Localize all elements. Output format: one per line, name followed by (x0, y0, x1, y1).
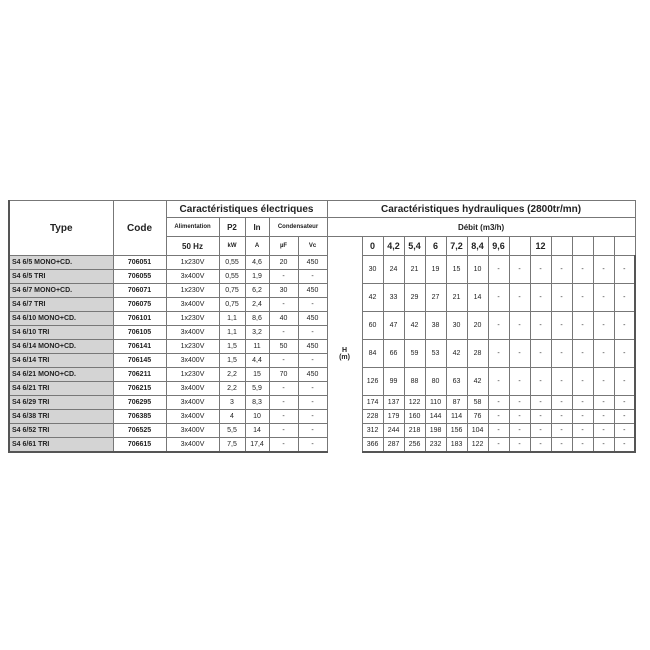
p2-cell: 0,55 (219, 270, 245, 284)
head-value-cell: - (572, 396, 593, 410)
p2-cell: 1,1 (219, 326, 245, 340)
in-cell: 10 (245, 410, 269, 424)
head-value-cell: - (530, 396, 551, 410)
head-value-cell: - (530, 312, 551, 340)
head-value-cell: 53 (425, 340, 446, 368)
vc-cell: 450 (298, 312, 327, 326)
vc-cell: - (298, 410, 327, 424)
head-value-cell: 144 (425, 410, 446, 424)
head-label (327, 256, 362, 453)
code-cell: 706615 (113, 438, 166, 453)
type-cell: S4 6/10 TRI (9, 326, 113, 340)
alim-cell: 3x400V (166, 396, 219, 410)
head-value-cell: 126 (362, 368, 383, 396)
head-value-cell: 232 (425, 438, 446, 453)
head-value-cell: 58 (467, 396, 488, 410)
type-cell: S4 6/7 TRI (9, 298, 113, 312)
p2-cell: 4 (219, 410, 245, 424)
flow-header (572, 237, 593, 256)
code-cell: 706141 (113, 340, 166, 354)
head-value-cell: - (572, 284, 593, 312)
head-value-cell: 87 (446, 396, 467, 410)
table-row (9, 284, 635, 298)
head-value-cell: - (509, 284, 530, 312)
head-value-cell: - (593, 396, 614, 410)
h-unit: (m) (339, 353, 350, 361)
head-value-cell: 114 (446, 410, 467, 424)
type-cell: S4 6/7 MONO+CD. (9, 284, 113, 298)
table-row (9, 340, 635, 354)
head-value-cell: 122 (467, 438, 488, 453)
alim-cell: 3x400V (166, 298, 219, 312)
head-value-cell: - (614, 368, 635, 396)
type-cell: S4 6/14 MONO+CD. (9, 340, 113, 354)
head-value-cell: 33 (383, 284, 404, 312)
kw-header: kW (219, 237, 245, 256)
in-cell: 4,4 (245, 354, 269, 368)
head-value-cell: - (614, 410, 635, 424)
head-value-cell: 21 (404, 256, 425, 284)
vc-cell: - (298, 424, 327, 438)
flow-header (614, 237, 635, 256)
alim-cell: 1x230V (166, 284, 219, 298)
vc-cell: 450 (298, 284, 327, 298)
head-value-cell: 63 (446, 368, 467, 396)
code-cell: 706055 (113, 270, 166, 284)
vc-cell: - (298, 438, 327, 453)
alim-cell: 1x230V (166, 256, 219, 270)
head-value-cell: 15 (446, 256, 467, 284)
head-value-cell: - (614, 340, 635, 368)
h-header-blank (327, 237, 362, 256)
head-value-cell: - (551, 410, 572, 424)
in-cell: 5,9 (245, 382, 269, 396)
table-row (9, 438, 635, 453)
vc-cell: - (298, 298, 327, 312)
head-value-cell: - (614, 284, 635, 312)
head-value-cell: 42 (446, 340, 467, 368)
h-label: H (342, 346, 348, 354)
flow-header: 9,6 (488, 237, 509, 256)
head-value-cell: - (530, 256, 551, 284)
table-row (9, 424, 635, 438)
in-cell: 15 (245, 368, 269, 382)
head-value-cell: 156 (446, 424, 467, 438)
head-value-cell: 183 (446, 438, 467, 453)
head-value-cell: 27 (425, 284, 446, 312)
alim-cell: 3x400V (166, 438, 219, 453)
head-value-cell: - (551, 368, 572, 396)
p2-cell: 3 (219, 396, 245, 410)
head-value-cell: 47 (383, 312, 404, 340)
uf-cell: - (269, 410, 298, 424)
uf-header: µF (269, 237, 298, 256)
head-value-cell: - (509, 256, 530, 284)
head-value-cell: - (509, 424, 530, 438)
type-cell: S4 6/10 MONO+CD. (9, 312, 113, 326)
vc-cell: - (298, 270, 327, 284)
in-cell: 4,6 (245, 256, 269, 270)
head-value-cell: - (530, 340, 551, 368)
freq-header: 50 Hz (166, 237, 219, 256)
head-value-cell: 366 (362, 438, 383, 453)
head-value-cell: 28 (467, 340, 488, 368)
head-value-cell: - (593, 438, 614, 453)
code-cell: 706105 (113, 326, 166, 340)
head-value-cell: - (488, 312, 509, 340)
head-value-cell: 84 (362, 340, 383, 368)
table-row (9, 368, 635, 382)
table-row (9, 410, 635, 424)
head-value-cell: - (572, 424, 593, 438)
p2-cell: 0,55 (219, 256, 245, 270)
head-value-cell: 244 (383, 424, 404, 438)
hydraulic-header: Caractéristiques hydrauliques (2800tr/mn) (327, 201, 635, 218)
code-cell: 706101 (113, 312, 166, 326)
p2-header: P2 (219, 218, 245, 237)
head-value-cell: 174 (362, 396, 383, 410)
in-cell: 8,3 (245, 396, 269, 410)
alimentation-header: Alimentation (166, 218, 219, 237)
head-value-cell: 19 (425, 256, 446, 284)
type-cell: S4 6/29 TRI (9, 396, 113, 410)
alim-cell: 3x400V (166, 424, 219, 438)
code-cell: 706051 (113, 256, 166, 270)
head-value-cell: - (551, 396, 572, 410)
head-value-cell: - (614, 256, 635, 284)
alim-cell: 1x230V (166, 312, 219, 326)
p2-cell: 0,75 (219, 298, 245, 312)
electrical-header: Caractéristiques électriques (166, 201, 327, 218)
flow-header (551, 237, 572, 256)
head-value-cell: - (488, 368, 509, 396)
in-cell: 11 (245, 340, 269, 354)
vc-cell: - (298, 382, 327, 396)
head-value-cell: - (509, 340, 530, 368)
head-value-cell: 38 (425, 312, 446, 340)
head-value-cell: - (488, 256, 509, 284)
p2-cell: 1,1 (219, 312, 245, 326)
head-value-cell: - (551, 340, 572, 368)
uf-cell: - (269, 424, 298, 438)
in-cell: 17,4 (245, 438, 269, 453)
head-value-cell: - (572, 256, 593, 284)
head-value-cell: 60 (362, 312, 383, 340)
alim-cell: 3x400V (166, 270, 219, 284)
p2-cell: 7,5 (219, 438, 245, 453)
flow-header: 4,2 (383, 237, 404, 256)
uf-cell: - (269, 354, 298, 368)
head-value-cell: - (572, 410, 593, 424)
uf-cell: - (269, 396, 298, 410)
code-cell: 706295 (113, 396, 166, 410)
head-value-cell: - (572, 312, 593, 340)
head-value-cell: 29 (404, 284, 425, 312)
head-value-cell: 312 (362, 424, 383, 438)
head-value-cell: - (530, 284, 551, 312)
head-value-cell: - (488, 424, 509, 438)
type-cell: S4 6/14 TRI (9, 354, 113, 368)
flow-header: 7,2 (446, 237, 467, 256)
vc-cell: - (298, 326, 327, 340)
head-value-cell: 228 (362, 410, 383, 424)
alim-cell: 3x400V (166, 354, 219, 368)
head-value-cell: 66 (383, 340, 404, 368)
head-value-cell: - (614, 424, 635, 438)
in-cell: 2,4 (245, 298, 269, 312)
head-value-cell: - (572, 340, 593, 368)
code-cell: 706145 (113, 354, 166, 368)
in-header: In (245, 218, 269, 237)
head-value-cell: 287 (383, 438, 404, 453)
head-value-cell: - (509, 312, 530, 340)
uf-cell: - (269, 298, 298, 312)
code-cell: 706211 (113, 368, 166, 382)
head-value-cell: - (488, 438, 509, 453)
head-value-cell: 14 (467, 284, 488, 312)
type-cell: S4 6/5 MONO+CD. (9, 256, 113, 270)
p2-cell: 0,75 (219, 284, 245, 298)
in-cell: 3,2 (245, 326, 269, 340)
head-value-cell: - (551, 438, 572, 453)
code-header: Code (113, 201, 166, 256)
uf-cell: - (269, 270, 298, 284)
head-value-cell: - (530, 424, 551, 438)
head-value-cell: 42 (404, 312, 425, 340)
code-cell: 706385 (113, 410, 166, 424)
p2-cell: 2,2 (219, 368, 245, 382)
p2-cell: 1,5 (219, 354, 245, 368)
head-value-cell: - (593, 340, 614, 368)
debit-header: Débit (m3/h) (327, 218, 635, 237)
head-value-cell: - (572, 438, 593, 453)
head-value-cell: 88 (404, 368, 425, 396)
type-cell: S4 6/52 TRI (9, 424, 113, 438)
head-value-cell: 20 (467, 312, 488, 340)
vc-cell: 450 (298, 340, 327, 354)
uf-cell: 40 (269, 312, 298, 326)
code-cell: 706071 (113, 284, 166, 298)
alim-cell: 3x400V (166, 382, 219, 396)
head-value-cell: - (509, 396, 530, 410)
head-value-cell: 104 (467, 424, 488, 438)
a-header: A (245, 237, 269, 256)
head-value-cell: - (593, 312, 614, 340)
head-value-cell: 218 (404, 424, 425, 438)
in-cell: 8,6 (245, 312, 269, 326)
vc-cell: 450 (298, 368, 327, 382)
head-value-cell: - (572, 368, 593, 396)
p2-cell: 5,5 (219, 424, 245, 438)
flow-header: 12 (530, 237, 551, 256)
uf-cell: 50 (269, 340, 298, 354)
condensateur-header: Condensateur (269, 218, 327, 237)
head-value-cell: 21 (446, 284, 467, 312)
head-value-cell: - (593, 368, 614, 396)
pump-spec-table (8, 200, 636, 453)
head-value-cell: 10 (467, 256, 488, 284)
head-value-cell: 160 (404, 410, 425, 424)
head-value-cell: 179 (383, 410, 404, 424)
in-cell: 6,2 (245, 284, 269, 298)
head-value-cell: 42 (467, 368, 488, 396)
head-value-cell: 256 (404, 438, 425, 453)
vc-header: Vc (298, 237, 327, 256)
alim-cell: 1x230V (166, 368, 219, 382)
uf-cell: 70 (269, 368, 298, 382)
head-value-cell: - (488, 284, 509, 312)
head-value-cell: - (593, 410, 614, 424)
p2-cell: 2,2 (219, 382, 245, 396)
flow-header (593, 237, 614, 256)
head-value-cell: - (488, 340, 509, 368)
flow-header: 6 (425, 237, 446, 256)
head-value-cell: - (530, 410, 551, 424)
head-value-cell: - (551, 284, 572, 312)
head-value-cell: - (551, 256, 572, 284)
type-cell: S4 6/38 TRI (9, 410, 113, 424)
uf-cell: 30 (269, 284, 298, 298)
uf-cell: - (269, 326, 298, 340)
alim-cell: 3x400V (166, 326, 219, 340)
type-cell: S4 6/5 TRI (9, 270, 113, 284)
code-cell: 706075 (113, 298, 166, 312)
head-value-cell: 110 (425, 396, 446, 410)
flow-header: 8,4 (467, 237, 488, 256)
code-cell: 706215 (113, 382, 166, 396)
head-value-cell: - (488, 410, 509, 424)
p2-cell: 1,5 (219, 340, 245, 354)
type-cell: S4 6/21 MONO+CD. (9, 368, 113, 382)
vc-cell: - (298, 354, 327, 368)
head-value-cell: 137 (383, 396, 404, 410)
head-value-cell: - (488, 396, 509, 410)
head-value-cell: - (614, 312, 635, 340)
code-cell: 706525 (113, 424, 166, 438)
head-value-cell: - (509, 410, 530, 424)
head-value-cell: - (614, 438, 635, 453)
head-value-cell: - (509, 438, 530, 453)
head-value-cell: - (530, 368, 551, 396)
in-cell: 1,9 (245, 270, 269, 284)
table-row (9, 312, 635, 326)
head-value-cell: 122 (404, 396, 425, 410)
head-value-cell: - (593, 284, 614, 312)
head-value-cell: 42 (362, 284, 383, 312)
head-value-cell: - (593, 424, 614, 438)
type-cell: S4 6/21 TRI (9, 382, 113, 396)
head-value-cell: 80 (425, 368, 446, 396)
head-value-cell: - (551, 424, 572, 438)
uf-cell: - (269, 382, 298, 396)
head-value-cell: - (530, 438, 551, 453)
alim-cell: 3x400V (166, 410, 219, 424)
head-value-cell: - (614, 396, 635, 410)
head-value-cell: - (551, 312, 572, 340)
alim-cell: 1x230V (166, 340, 219, 354)
head-value-cell: 59 (404, 340, 425, 368)
head-value-cell: - (509, 368, 530, 396)
in-cell: 14 (245, 424, 269, 438)
type-header: Type (9, 201, 113, 256)
head-value-cell: 198 (425, 424, 446, 438)
table-row (9, 256, 635, 270)
head-value-cell: 30 (362, 256, 383, 284)
head-value-cell: 24 (383, 256, 404, 284)
flow-header: 0 (362, 237, 383, 256)
head-value-cell: 76 (467, 410, 488, 424)
flow-header (509, 237, 530, 256)
head-value-cell: 30 (446, 312, 467, 340)
uf-cell: 20 (269, 256, 298, 270)
flow-header: 5,4 (404, 237, 425, 256)
head-value-cell: - (593, 256, 614, 284)
vc-cell: 450 (298, 256, 327, 270)
table-row (9, 396, 635, 410)
head-value-cell: 99 (383, 368, 404, 396)
type-cell: S4 6/61 TRI (9, 438, 113, 453)
vc-cell: - (298, 396, 327, 410)
uf-cell: - (269, 438, 298, 453)
